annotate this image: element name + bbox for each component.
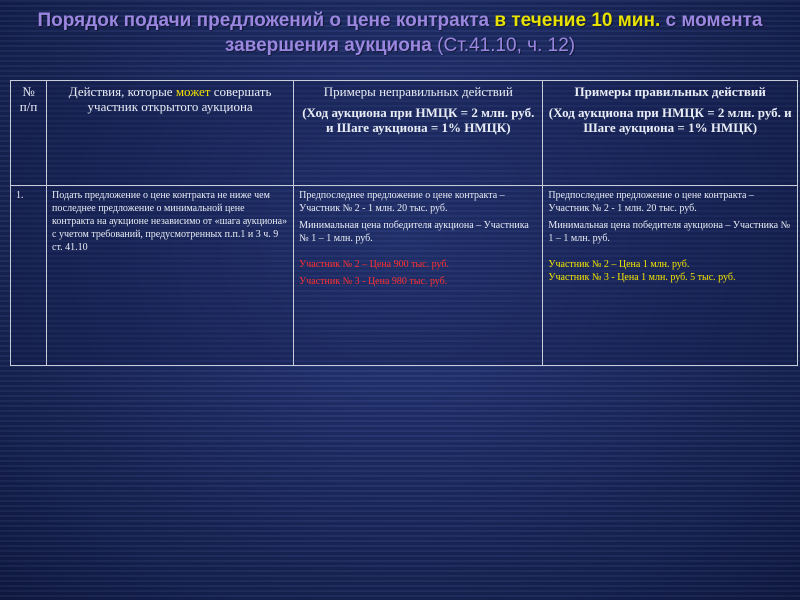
table-header-row [11,81,798,186]
header-actions [47,81,294,186]
header-right-examples [543,81,798,186]
header-actions-highlight: может [175,84,211,99]
wrong-line-1: Предпоследнее предложение о цене контракта – Участник № 2 - 1 млн. 20 тыс. руб. [299,190,505,214]
header-wrong-title: Примеры неправильных действий [323,84,513,99]
header-actions-after: совершать участник открытого аукциона [87,84,272,114]
right-line-2: Минимальная цена победителя аукциона – Участника № 1 – 1 млн. руб. [548,220,791,244]
right-line-3: Участник № 2 – Цена 1 млн. руб. [548,259,690,270]
row-num: 1. [11,186,47,366]
wrong-line-3: Участник № 2 – Цена 900 тыс. руб. [299,259,449,270]
header-wrong-examples [294,81,543,186]
row-wrong-examples [294,186,543,366]
slide-title [0,8,800,58]
auction-rules-table [10,80,798,366]
title-highlight-time: в течение 10 мин. [494,10,661,31]
header-wrong-subtitle: (Ход аукциона при НМЦК = 2 млн. руб. и Шаге аукциона = 1% НМЦК) [302,105,535,135]
header-right-title: Примеры правильных действий [574,84,766,99]
right-line-1: Предпоследнее предложение о цене контракта – Участник № 2 - 1 млн. 20 тыс. руб. [548,190,754,214]
title-law-reference: (Ст.41.10, ч. 12) [437,35,576,56]
header-actions-before: Действия, которые [68,84,176,99]
wrong-line-4: Участник № 3 - Цена 980 тыс. руб. [299,276,448,287]
row-action: Подать предложение о цене контракта не ниже чем последнее предложение о минимальной цене контракта на аукционе независимо от «шага аукциона» с учетом требований, предусмотренных п.п.1 и 3 ч. 9 ст. 41.10 [47,186,294,366]
wrong-line-2: Минимальная цена победителя аукциона – Участника № 1 – 1 млн. руб. [299,220,529,244]
right-line-4: Участник № 3 - Цена 1 млн. руб. 5 тыс. руб. [548,272,736,283]
header-right-subtitle: (Ход аукциона при НМЦК = 2 млн. руб. и Шаге аукциона = 1% НМЦК) [548,105,792,135]
header-num: № п/п [11,81,47,186]
title-part-3: с момента завершения аукциона [224,10,763,56]
row-right-examples [543,186,798,366]
table-row [11,186,798,366]
title-part-1: Порядок подачи предложений о цене контракта [37,10,495,31]
